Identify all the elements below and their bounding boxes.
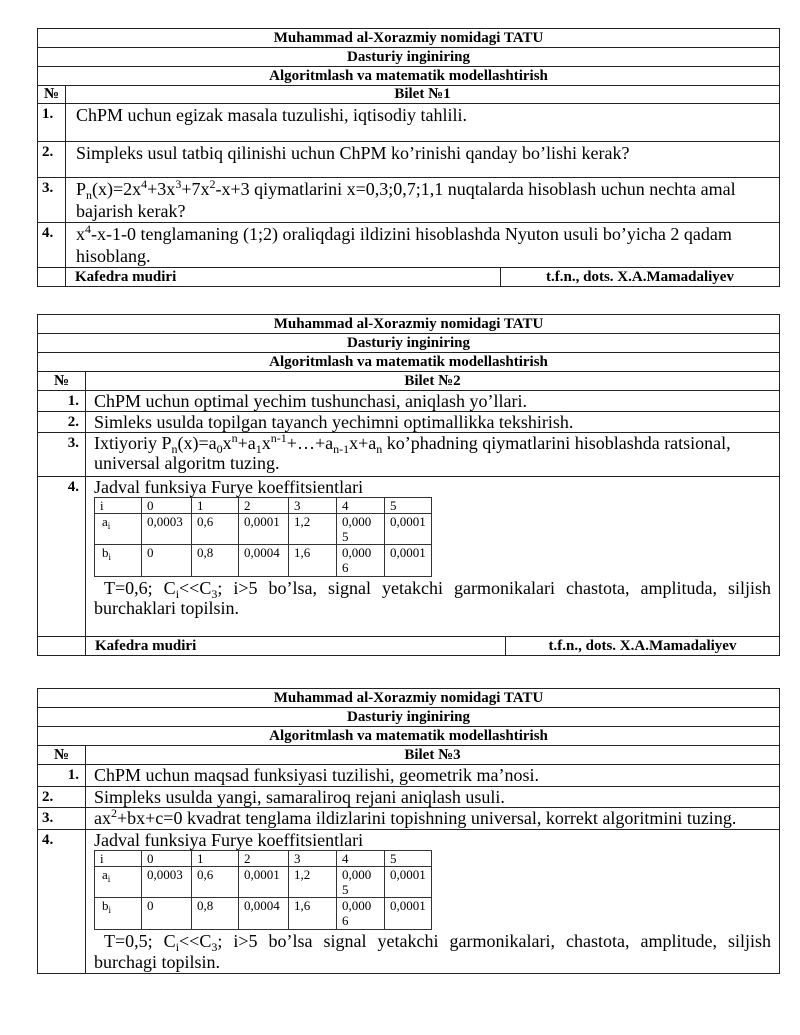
question-number: 2. [38,412,86,433]
table-cell: 1,6 [289,545,337,577]
table-header-cell: 0 [142,498,192,514]
table-header-cell: 1 [192,851,239,867]
text-part: +bx+c=0 kvadrat tenglama ildizlarini topishning universal, korrekt algoritmini tuzing. [117,808,737,828]
table-cell: 0,0001 [385,867,432,898]
table-cell: 0,6 [192,514,239,545]
text-part: <<C [179,578,212,598]
superscript: 3 [175,177,182,191]
subject-name: Algoritmlash va matematik modellashtirish [38,727,780,746]
exam-ticket-2 [37,314,780,656]
question-number: 3. [38,808,86,830]
text-part: T=0,6; C [104,578,176,598]
text-part: +…+a [286,433,334,453]
fourier-coefficients-table [94,850,432,930]
subscript: n [86,188,93,202]
table-cell: 0,8 [192,545,239,577]
ticket-title: Bilet №3 [86,746,780,765]
table-cell [337,867,385,898]
question-number: 1. [38,104,66,142]
question-number: 4. [38,477,86,637]
superscript: 4 [141,177,148,191]
question-text [86,808,780,830]
row-label-subscript: i [108,552,112,562]
subscript: 3 [211,940,218,954]
text-part: ; i>5 bo’lsa signal yetakchi garmonikalari, chastota, amplitude, siljish burchagi topilsin. [94,931,772,972]
row-label-subscript: i [107,874,111,884]
table-cell: 0,0004 [239,898,289,930]
question-number: 4. [38,830,86,974]
superscript: n-1 [270,431,287,445]
question-text [66,223,780,268]
text-part: x+a [349,433,377,453]
text-part: +7x [181,179,210,199]
exam-ticket-3 [37,688,780,974]
subscript: 1 [255,442,262,456]
superscript: 4 [85,222,91,236]
table-header-cell: 1 [192,498,239,514]
text-part: T=0,5; C [104,931,176,951]
subscript: n [376,442,383,456]
question-text: ChPM uchun optimal yechim tushunchasi, aniqlash yo’llari. [86,391,780,412]
subscript: n-1 [333,442,350,456]
text-part: x [76,224,85,244]
row-label-cell [95,867,142,898]
number-column-header: № [38,746,86,765]
department-name: Dasturiy inginiring [38,708,780,727]
question-text: Simpleks usulda yangi, samaraliroq rejani aniqlash usuli. [86,787,780,808]
subject-name: Algoritmlash va matematik modellashtirish [38,353,780,372]
table-cell: 0,0001 [385,545,432,577]
question-text: ChPM uchun egizak masala tuzulishi, iqtisodiy tahlili. [66,104,780,142]
text-part: ; i>5 bo’lsa, signal yetakchi garmonikalari chastota, amplituda, siljish burchaklari topilsin. [94,578,772,618]
question-number: 4. [38,223,66,268]
text-part: x [222,433,232,453]
table-cell [337,545,385,577]
table-header-cell: 2 [239,851,289,867]
table-cell: 0 [142,898,192,930]
table-cell [337,514,385,545]
question-text [86,433,780,477]
question-text: ChPM uchun maqsad funksiyasi tuzilishi, geometrik ma’nosi. [86,765,780,787]
text-part: <<C [179,931,212,951]
table-cell-value: 0,0006 [342,545,372,575]
row-label-cell [95,898,142,930]
text-part: -x+3 qiymatlarini x=0,3;0,7;1,1 nuqtalarda hisoblash uchun nechta amal bajarish kerak? [76,179,736,221]
table-cell-value: 0,0005 [342,867,372,897]
university-name: Muhammad al-Xorazmiy nomidagi TATU [38,29,780,48]
question-number: 1. [38,391,86,412]
subscript: i [175,587,180,601]
table-header-cell: 2 [239,498,289,514]
table-cell-value: 0,0006 [342,898,372,928]
table-cell: 0,8 [192,898,239,930]
table-cell: 1,2 [289,514,337,545]
exam-ticket-1 [37,28,780,287]
table-cell: 0,6 [192,867,239,898]
table-intro-text: Jadval funksiya Furye koeffitsientlari [94,477,364,497]
text-part: +a [237,433,256,453]
table-header-cell: 3 [289,498,337,514]
table-cell: 1,2 [289,867,337,898]
footer-spacer-cell [38,268,66,287]
subscript: n [171,442,178,456]
table-cell: 1,6 [289,898,337,930]
row-label-subscript: i [107,521,111,531]
footer-signatory: t.f.n., dots. X.A.Mamadaliyev [506,637,780,656]
superscript: n [231,431,238,445]
table-cell [337,898,385,930]
text-part: -x-1-0 tenglamaning (1;2) oraliqdagi ildizini hisoblashda Nyuton usuli bo’yicha 2 qadam hisoblang. [76,224,732,266]
question-text: Simleks usulda topilgan tayanch yechimni optimallikka tekshirish. [86,412,780,433]
row-label: b [102,545,109,560]
text-part: Ixtiyoriy P [94,433,172,453]
task-paragraph [94,931,771,973]
question-number: 3. [38,178,66,223]
table-header-cell: 4 [337,851,385,867]
question-number: 2. [38,142,66,178]
subscript: i [175,940,180,954]
table-cell: 0,0001 [385,514,432,545]
question-text: Simpleks usul tatbiq qilinishi uchun ChPM ko’rinishi qanday bo’lishi kerak? [66,142,780,178]
question-number: 2. [38,787,86,808]
row-label: b [102,898,109,913]
table-cell: 0 [142,545,192,577]
question-number: 1. [38,765,86,787]
table-cell: 0,0003 [142,867,192,898]
row-label: a [102,867,108,882]
table-cell: 0,0001 [385,898,432,930]
row-label: a [102,514,108,529]
text-part: P [76,179,87,199]
ticket-title: Bilet №1 [66,86,780,104]
table-intro-text: Jadval funksiya Furye koeffitsientlari [94,830,364,850]
table-cell: 0,0003 [142,514,192,545]
footer-signatory: t.f.n., dots. X.A.Mamadaliyev [501,268,780,287]
table-header-cell: 0 [142,851,192,867]
subject-name: Algoritmlash va matematik modellashtirish [38,67,780,86]
superscript: 2 [111,806,117,820]
text-part: (x)=a [177,433,217,453]
table-header-cell: i [95,851,142,867]
superscript: 2 [209,177,216,191]
table-header-cell: 5 [385,498,432,514]
row-label-cell [95,514,142,545]
table-header-cell: 4 [337,498,385,514]
university-name: Muhammad al-Xorazmiy nomidagi TATU [38,689,780,708]
footer-position: Kafedra mudiri [86,637,506,656]
question-text [66,178,780,223]
department-name: Dasturiy inginiring [38,334,780,353]
table-cell: 0,0001 [239,514,289,545]
text-part: ax [94,808,111,828]
university-name: Muhammad al-Xorazmiy nomidagi TATU [38,315,780,334]
footer-position: Kafedra mudiri [66,268,501,287]
row-label-subscript: i [108,905,112,915]
ticket-title: Bilet №2 [86,372,780,391]
row-label-cell [95,545,142,577]
table-cell: 0,0001 [239,867,289,898]
fourier-coefficients-table [94,497,432,577]
department-name: Dasturiy inginiring [38,48,780,67]
footer-spacer-cell [38,637,86,656]
table-header-cell: 3 [289,851,337,867]
table-header-cell: 5 [385,851,432,867]
table-header-cell: i [95,498,142,514]
question-content [86,477,780,637]
table-cell: 0,0004 [239,545,289,577]
number-column-header: № [38,372,86,391]
question-number: 3. [38,433,86,477]
task-paragraph [94,578,771,618]
subscript: 3 [211,587,218,601]
text-part: x [261,433,271,453]
number-column-header: № [38,86,66,104]
question-content [86,830,780,974]
subscript: 0 [216,442,223,456]
text-part: ko’phadning qiymatlarini hisoblashda ratsional, universal algoritm tuzing. [94,433,731,473]
text-part: (x)=2x [92,179,142,199]
table-cell-value: 0,0005 [342,514,372,544]
text-part: +3x [147,179,176,199]
